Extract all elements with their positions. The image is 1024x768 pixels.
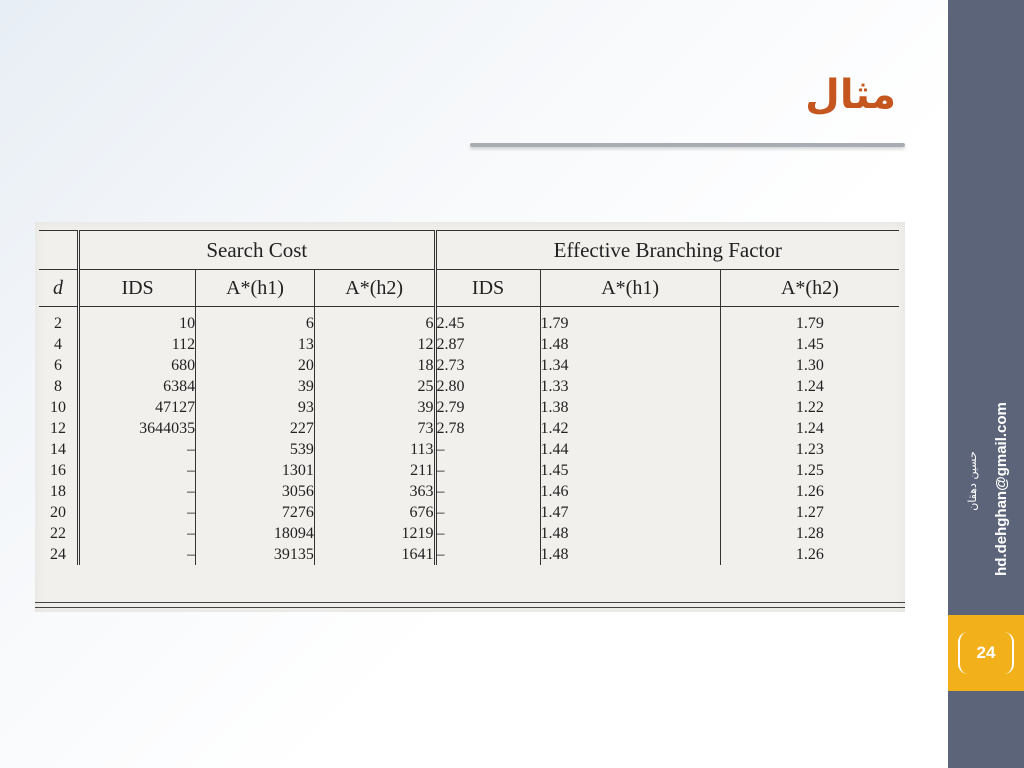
slide-title: مثال — [805, 72, 896, 118]
table-cell: 1.26 — [720, 481, 899, 502]
author-email: hd.dehghan@gmail.com — [993, 402, 1010, 576]
table-cell: 2.79 — [435, 397, 540, 418]
table-cell: 73 — [314, 418, 435, 439]
table-cell: 1641 — [314, 544, 435, 565]
table-cell: 1.25 — [720, 460, 899, 481]
column-header-row — [39, 270, 899, 307]
table-cell: 25 — [314, 376, 435, 397]
table-cell: 1.44 — [540, 439, 720, 460]
table-cell: 6384 — [79, 376, 196, 397]
table-cell: 12 — [39, 418, 79, 439]
table-cell: 39 — [314, 397, 435, 418]
column-header: d — [39, 270, 79, 307]
table-cell: 93 — [196, 397, 315, 418]
table-cell: – — [79, 439, 196, 460]
author-name: حسین دهقان — [966, 451, 979, 511]
table-cell: 1.38 — [540, 397, 720, 418]
group-header-search-cost: Search Cost — [79, 231, 436, 270]
table-cell: 12 — [314, 334, 435, 355]
table-row — [39, 418, 899, 439]
table-cell: 3644035 — [79, 418, 196, 439]
table-cell: 2.78 — [435, 418, 540, 439]
table-row — [39, 307, 899, 335]
table-cell: 20 — [39, 502, 79, 523]
table-row — [39, 334, 899, 355]
table-cell: 1.45 — [540, 460, 720, 481]
table-cell: 676 — [314, 502, 435, 523]
table-cell: 211 — [314, 460, 435, 481]
table-bottom-rule — [35, 602, 905, 608]
column-header: A*(h1) — [196, 270, 315, 307]
table-cell: 1.42 — [540, 418, 720, 439]
table-cell: 1301 — [196, 460, 315, 481]
table-cell: – — [79, 481, 196, 502]
group-header-blank — [39, 231, 79, 270]
table-cell: 3056 — [196, 481, 315, 502]
table-cell: 6 — [196, 307, 315, 335]
column-header: A*(h2) — [720, 270, 899, 307]
column-header: A*(h2) — [314, 270, 435, 307]
table-cell: 1.34 — [540, 355, 720, 376]
table-cell: 47127 — [79, 397, 196, 418]
table-cell: 10 — [39, 397, 79, 418]
table-cell: – — [435, 460, 540, 481]
table-body — [39, 307, 899, 566]
table-cell: 1.79 — [720, 307, 899, 335]
table-image — [35, 222, 905, 612]
table-cell: 2.73 — [435, 355, 540, 376]
table-cell: 112 — [79, 334, 196, 355]
table-cell: 1.23 — [720, 439, 899, 460]
table-cell: 39135 — [196, 544, 315, 565]
table-cell: 1.33 — [540, 376, 720, 397]
group-header-ebf: Effective Branching Factor — [435, 231, 899, 270]
table-row — [39, 397, 899, 418]
table-row — [39, 439, 899, 460]
table-cell: 18 — [39, 481, 79, 502]
table-cell: 1.48 — [540, 544, 720, 565]
table-cell: 6 — [314, 307, 435, 335]
table-cell: 18 — [314, 355, 435, 376]
table-cell: 4 — [39, 334, 79, 355]
page-number: 24 — [958, 632, 1014, 674]
search-cost-table — [39, 230, 899, 565]
table-cell: 18094 — [196, 523, 315, 544]
table-cell: 363 — [314, 481, 435, 502]
table-cell: 14 — [39, 439, 79, 460]
table-cell: 6 — [39, 355, 79, 376]
table-cell: 680 — [79, 355, 196, 376]
table-cell: 2 — [39, 307, 79, 335]
table-row — [39, 376, 899, 397]
table-cell: 1.26 — [720, 544, 899, 565]
table-cell: 1.27 — [720, 502, 899, 523]
table-row — [39, 523, 899, 544]
table-cell: 1.30 — [720, 355, 899, 376]
table-cell: 227 — [196, 418, 315, 439]
table-cell: 539 — [196, 439, 315, 460]
table-cell: – — [435, 439, 540, 460]
group-header-row — [39, 231, 899, 270]
table-cell: 1.24 — [720, 376, 899, 397]
table-cell: 1.28 — [720, 523, 899, 544]
table-cell: 24 — [39, 544, 79, 565]
table-cell: 1.46 — [540, 481, 720, 502]
table-cell: – — [79, 460, 196, 481]
table-cell: 1.45 — [720, 334, 899, 355]
title-underline — [470, 143, 905, 147]
table-cell: 1219 — [314, 523, 435, 544]
table-cell: 1.47 — [540, 502, 720, 523]
table-cell: 2.45 — [435, 307, 540, 335]
table-row — [39, 460, 899, 481]
table-cell: 20 — [196, 355, 315, 376]
table-cell: – — [435, 523, 540, 544]
table-cell: 2.80 — [435, 376, 540, 397]
table-row — [39, 481, 899, 502]
table-cell: – — [435, 502, 540, 523]
column-header: IDS — [79, 270, 196, 307]
table-cell: – — [79, 523, 196, 544]
sidebar-text — [948, 0, 1024, 600]
table-row — [39, 502, 899, 523]
table-cell: 1.48 — [540, 523, 720, 544]
table-cell: 1.48 — [540, 334, 720, 355]
table-cell: 16 — [39, 460, 79, 481]
table-cell: – — [79, 544, 196, 565]
table-cell: 10 — [79, 307, 196, 335]
table-row — [39, 355, 899, 376]
table-cell: 22 — [39, 523, 79, 544]
table-cell: 1.79 — [540, 307, 720, 335]
column-header: A*(h1) — [540, 270, 720, 307]
sidebar — [948, 0, 1024, 768]
table-cell: – — [435, 481, 540, 502]
table-cell: 1.24 — [720, 418, 899, 439]
table-row — [39, 544, 899, 565]
table-cell: 7276 — [196, 502, 315, 523]
page-number-badge — [948, 615, 1024, 691]
column-header: IDS — [435, 270, 540, 307]
table-cell: 113 — [314, 439, 435, 460]
table-cell: 13 — [196, 334, 315, 355]
table-cell: – — [435, 544, 540, 565]
table-cell: 39 — [196, 376, 315, 397]
table-cell: – — [79, 502, 196, 523]
table-cell: 8 — [39, 376, 79, 397]
table-cell: 2.87 — [435, 334, 540, 355]
table-cell: 1.22 — [720, 397, 899, 418]
